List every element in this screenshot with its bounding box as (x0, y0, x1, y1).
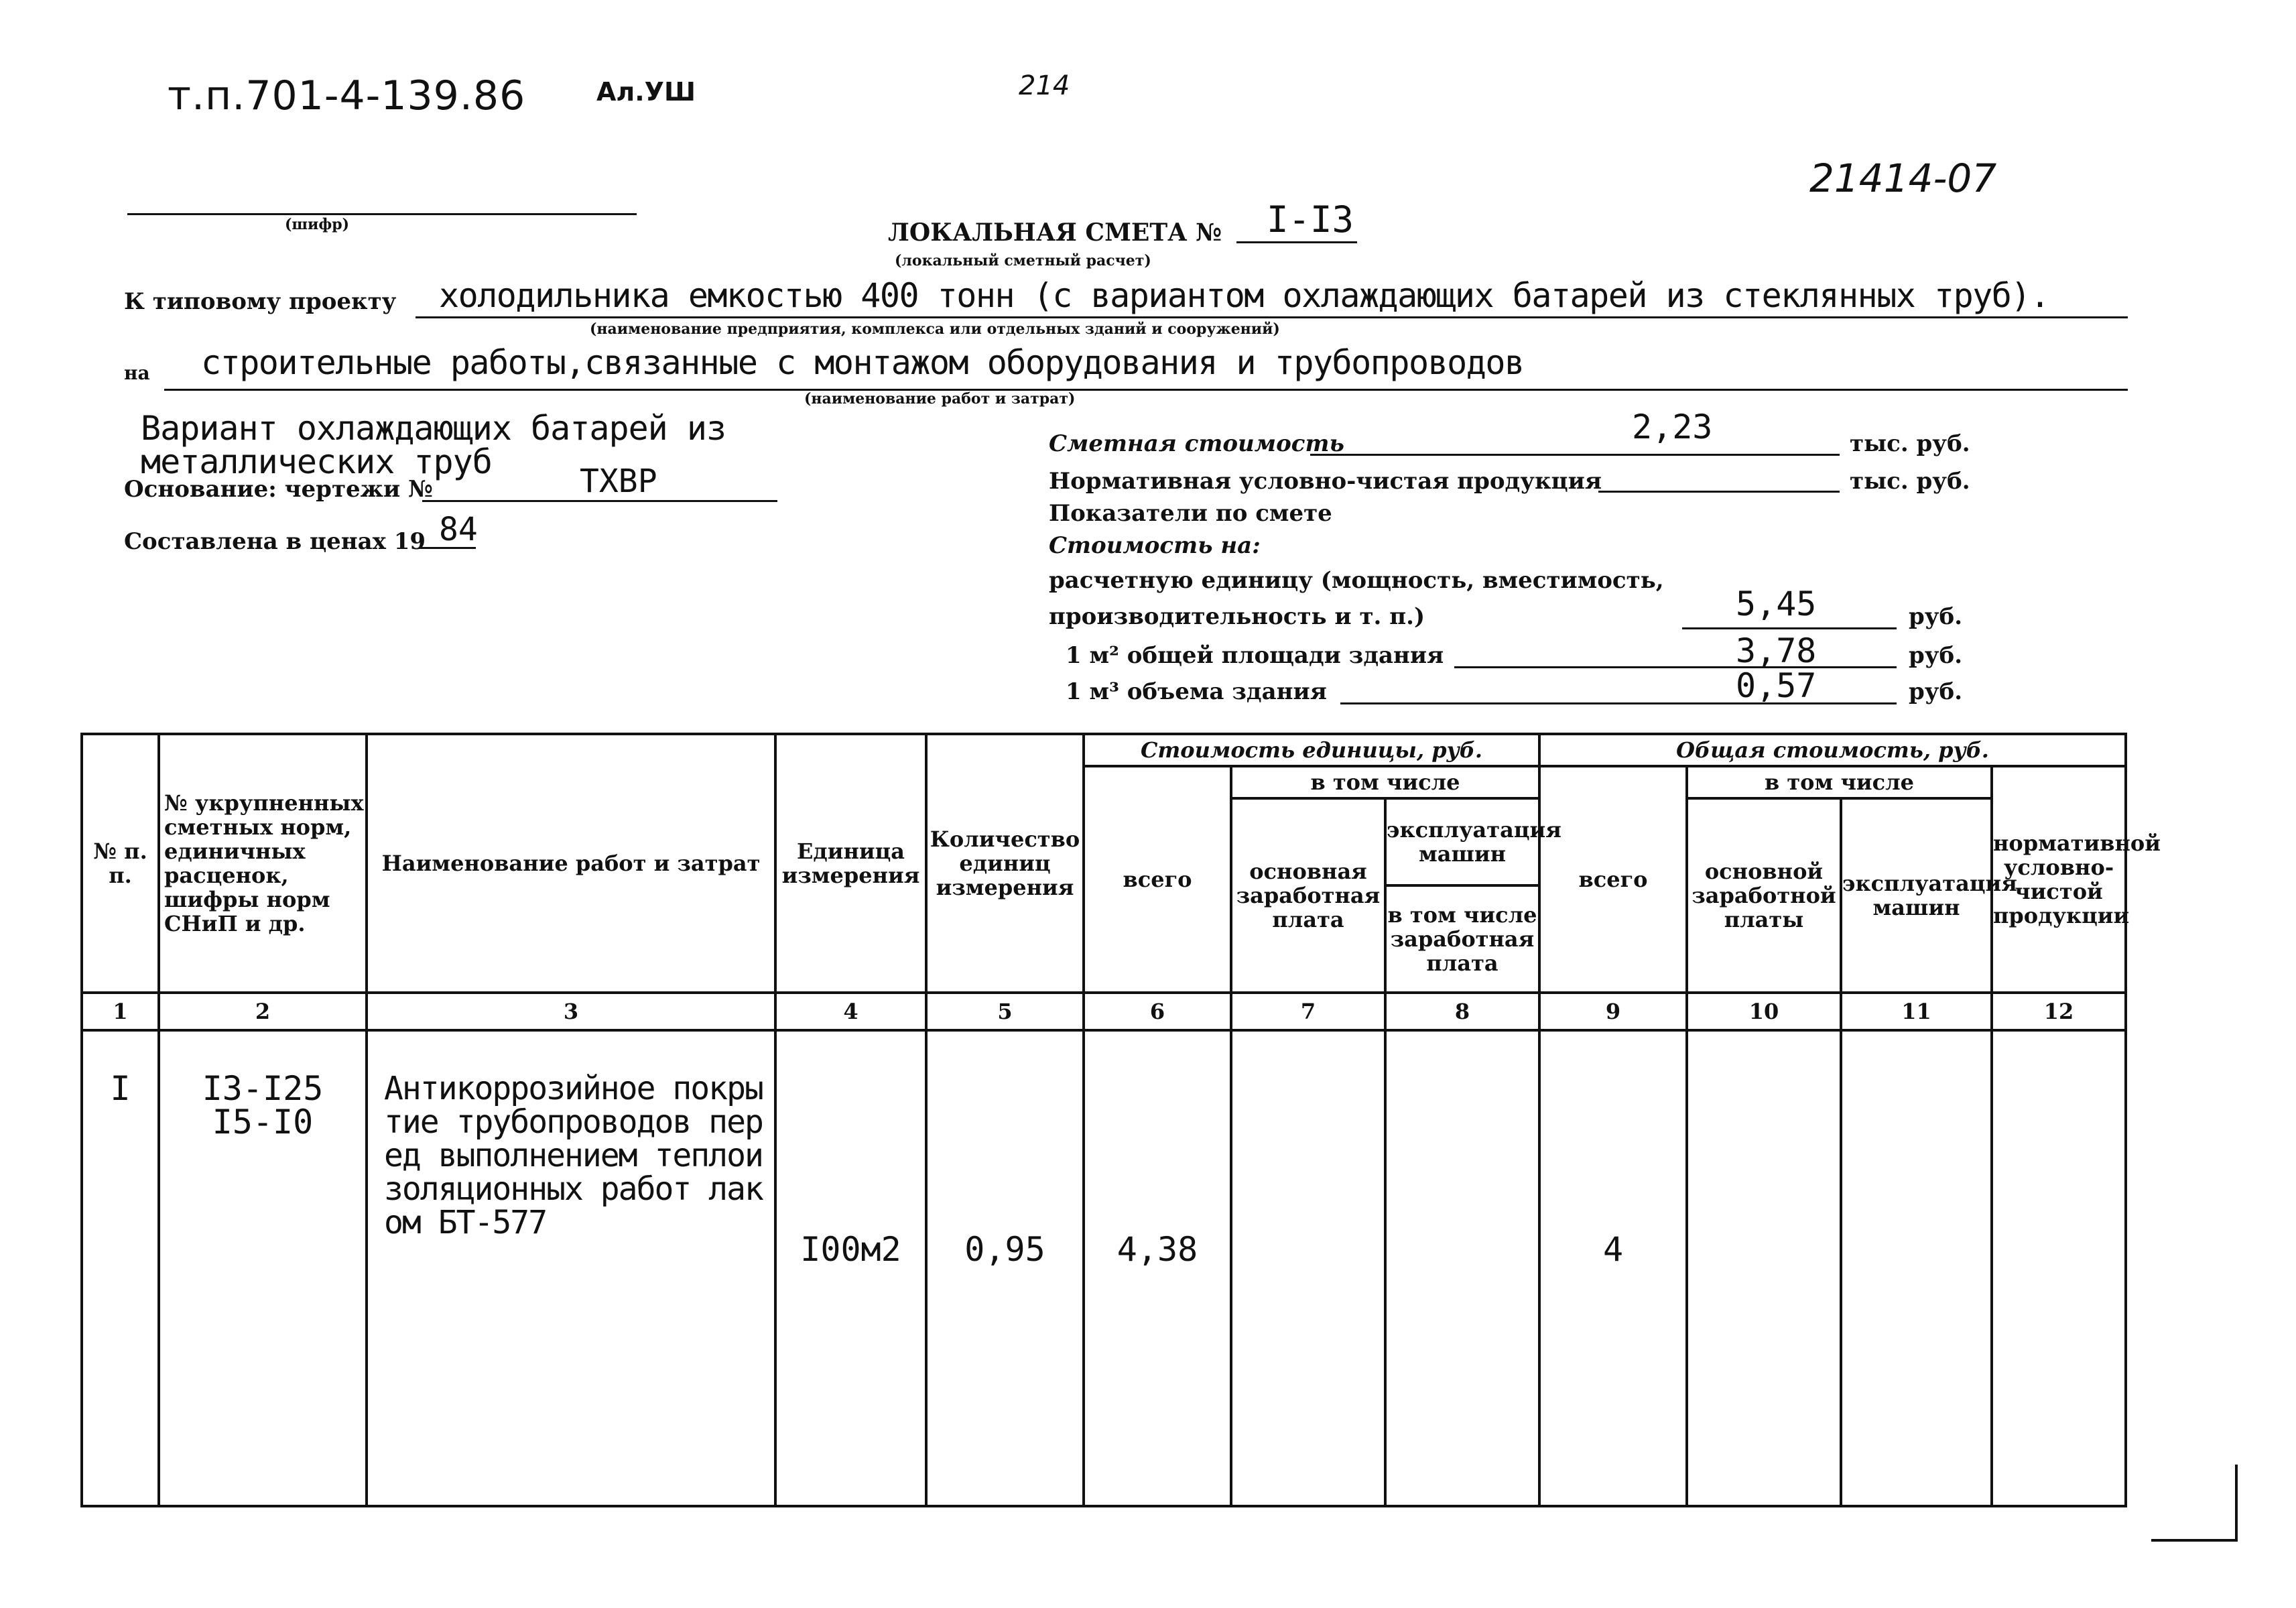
estimate-number-line (1236, 241, 1357, 243)
prices-year-line (419, 547, 476, 549)
row-total: 4 (1539, 1030, 1687, 1506)
row-machines (1385, 1030, 1539, 1506)
col-number-5: 5 (926, 993, 1084, 1030)
table-row (82, 1030, 2126, 1506)
area-unit: руб. (1909, 642, 1963, 669)
cipher-line (127, 213, 637, 215)
basis-line (422, 500, 777, 502)
project-value: холодильника емкостью 400 тонн (с вариантом охлаждающих батарей из стеклянных труб). (439, 276, 2049, 315)
works-caption: (наименование работ и затрат) (804, 390, 1076, 408)
project-code: т.п.701-4-139.86 (168, 72, 526, 119)
row-machines-total (1841, 1030, 1992, 1506)
col-number-9: 9 (1539, 993, 1687, 1030)
unit-line (1682, 627, 1897, 629)
header-machines: эксплуатация машин (1385, 798, 1539, 885)
unit-label-2: производительность и т. п.) (1049, 603, 1425, 630)
header-row-number: № п. п. (82, 734, 159, 993)
estimate-table (80, 733, 2161, 1507)
variant-line-2: металлических труб (141, 442, 492, 481)
volume-value: 0,57 (1736, 666, 1817, 705)
row-norms-line-2: I5-I0 (212, 1103, 314, 1141)
normative-unit: тыс. руб. (1850, 468, 1970, 495)
header-quantity: Количество единиц измерения (926, 734, 1084, 993)
normative-line (1598, 491, 1840, 493)
project-caption: (наименование предприятия, комплекса или отдельных зданий и сооружений) (590, 320, 1280, 338)
page-title: ЛОКАЛЬНАЯ СМЕТА № (888, 219, 1222, 247)
header-name: Наименование работ и затрат (367, 734, 775, 993)
volume-unit: руб. (1909, 678, 1963, 705)
row-quantity: 0,95 (926, 1030, 1084, 1506)
page-mark: 214 (1019, 70, 1070, 101)
unit-value: 5,45 (1736, 584, 1817, 623)
area-line (1454, 666, 1897, 668)
cost-unit: тыс. руб. (1850, 430, 1970, 457)
row-salary (1231, 1030, 1385, 1506)
variant-line-1: Вариант охлаждающих батарей из (141, 409, 726, 448)
header-unit-cost-all: всего (1084, 766, 1231, 993)
project-label: К типовому проекту (124, 288, 397, 315)
row-number: I (82, 1030, 159, 1506)
row-name: Антикоррозийное покрытие трубопроводов перед выполнением теплоизоляционных работ лаком БТ-577 (367, 1030, 775, 1506)
indicators-label: Показатели по смете (1049, 500, 1332, 527)
basis-value: ТХВР (580, 462, 657, 500)
header-total-cost: Общая стоимость, руб. (1539, 734, 2126, 766)
cost-label: Сметная стоимость (1049, 430, 1344, 457)
unit-unit: руб. (1909, 603, 1963, 630)
normative-label: Нормативная условно-чистая продукция (1049, 468, 1602, 495)
basis-label: Основание: чертежи № (124, 476, 433, 503)
header-salary-total: основной заработной платы (1687, 798, 1841, 993)
prices-label: Составлена в ценах 19 (124, 528, 426, 555)
row-unit-cost: 4,38 (1084, 1030, 1231, 1506)
row-normative (1992, 1030, 2126, 1506)
header-norms: № укрупненных сметных норм, единичных расценок, шифры норм СНиП и др. (159, 734, 367, 993)
page-subtitle: (локальный сметный расчет) (895, 252, 1151, 269)
col-number-8: 8 (1385, 993, 1539, 1030)
cipher-caption: (шифр) (285, 216, 350, 233)
corner-mark-horizontal (2151, 1539, 2238, 1542)
row-salary-total (1687, 1030, 1841, 1506)
header-normative: нормативной условно-чистой продукции (1992, 766, 2126, 993)
row-norms-line-1: I3-I25 (202, 1069, 324, 1108)
col-number-10: 10 (1687, 993, 1841, 1030)
works-line (164, 389, 2128, 391)
row-unit: I00м2 (775, 1030, 926, 1506)
header-total-all: всего (1539, 766, 1687, 993)
header-unit-cost: Стоимость единицы, руб. (1084, 734, 1539, 766)
col-number-1: 1 (82, 993, 159, 1030)
header-total-incl: в том числе (1687, 766, 1992, 798)
header-unit: Единица измерения (775, 734, 926, 993)
area-label: 1 м² общей площади здания (1066, 642, 1444, 669)
col-number-11: 11 (1841, 993, 1992, 1030)
col-number-3: 3 (367, 993, 775, 1030)
project-line (416, 316, 2128, 318)
works-value: строительные работы,связанные с монтажом оборудования и трубопроводов (201, 343, 1524, 382)
unit-label-1: расчетную единицу (мощность, вместимость, (1049, 567, 1664, 594)
cost-value: 2,23 (1632, 408, 1713, 446)
works-label: на (124, 362, 150, 384)
col-number-12: 12 (1992, 993, 2126, 1030)
prices-year: 84 (439, 511, 478, 548)
inventory-number: 21414-07 (1809, 156, 1997, 201)
volume-label: 1 м³ объема здания (1066, 678, 1327, 705)
col-number-2: 2 (159, 993, 367, 1030)
row-norms (159, 1030, 367, 1506)
estimate-number: I-I3 (1267, 198, 1354, 241)
cost-line (1310, 454, 1840, 456)
col-number-6: 6 (1084, 993, 1231, 1030)
header-machines-total: эксплуатация машин (1841, 798, 1992, 993)
cost-on-label: Стоимость на: (1049, 532, 1261, 559)
album-mark: Ал.УШ (596, 77, 696, 107)
area-value: 3,78 (1736, 631, 1817, 670)
col-number-7: 7 (1231, 993, 1385, 1030)
col-number-4: 4 (775, 993, 926, 1030)
corner-mark-vertical (2235, 1465, 2238, 1542)
header-unit-incl: в том числе (1231, 766, 1539, 798)
header-machines-salary: в том числе заработная плата (1385, 885, 1539, 993)
header-salary: основная заработная плата (1231, 798, 1385, 993)
